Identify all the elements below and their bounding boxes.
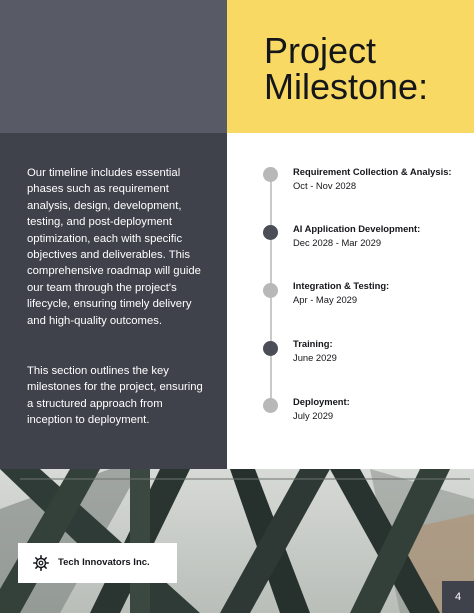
- intro-paragraph-1: Our timeline includes essential phases such as requirement analysis, design, development, testing, and post-deployment optimization, each with specific objectives and deliverables. This comprehensive roadmap will guide our team through the project's lifecycle, ensuring timely delivery and high-quality outcomes.: [27, 167, 201, 327]
- architecture-photo: [0, 469, 474, 613]
- milestone-3-date: Apr - May 2029: [293, 294, 358, 305]
- company-name: Tech Innovators Inc.: [58, 557, 150, 568]
- milestone-5-name: Deployment:: [293, 396, 350, 407]
- milestone-5: [293, 395, 463, 423]
- milestone-2-name: AI Application Development:: [293, 223, 421, 234]
- milestone-4-name: Training:: [293, 338, 333, 349]
- milestone-dot-2: [263, 225, 278, 240]
- title-line-1: Project: [264, 30, 377, 71]
- company-badge: [18, 543, 177, 583]
- milestone-3: [293, 279, 463, 307]
- milestone-1-date: Oct - Nov 2028: [293, 180, 357, 191]
- milestone-dot-1: [263, 167, 278, 182]
- milestone-2: [293, 222, 463, 250]
- milestone-2-date: Dec 2028 - Mar 2029: [293, 237, 382, 248]
- title-line-2: Milestone:: [264, 66, 429, 107]
- page-title: [264, 30, 429, 107]
- milestone-1: [293, 165, 463, 193]
- milestone-4: [293, 337, 463, 365]
- milestone-4-date: June 2029: [293, 352, 337, 363]
- intro-panel: [0, 133, 227, 469]
- milestone-5-date: July 2029: [293, 410, 334, 421]
- title-panel: [227, 0, 474, 133]
- gear-icon: [33, 555, 49, 571]
- intro-paragraph-2: This section outlines the key milestones for the project, ensuring a structured approach from inception to deployment.: [27, 365, 203, 427]
- milestone-dot-5: [263, 398, 278, 413]
- milestone-1-name: Requirement Collection & Analysis:: [293, 166, 452, 177]
- steel-beams-image: [0, 469, 474, 613]
- milestone-dot-4: [263, 341, 278, 356]
- milestone-3-name: Integration & Testing:: [293, 280, 390, 291]
- header-block: [0, 0, 227, 133]
- milestone-dot-3: [263, 283, 278, 298]
- page-number: 4: [442, 581, 474, 613]
